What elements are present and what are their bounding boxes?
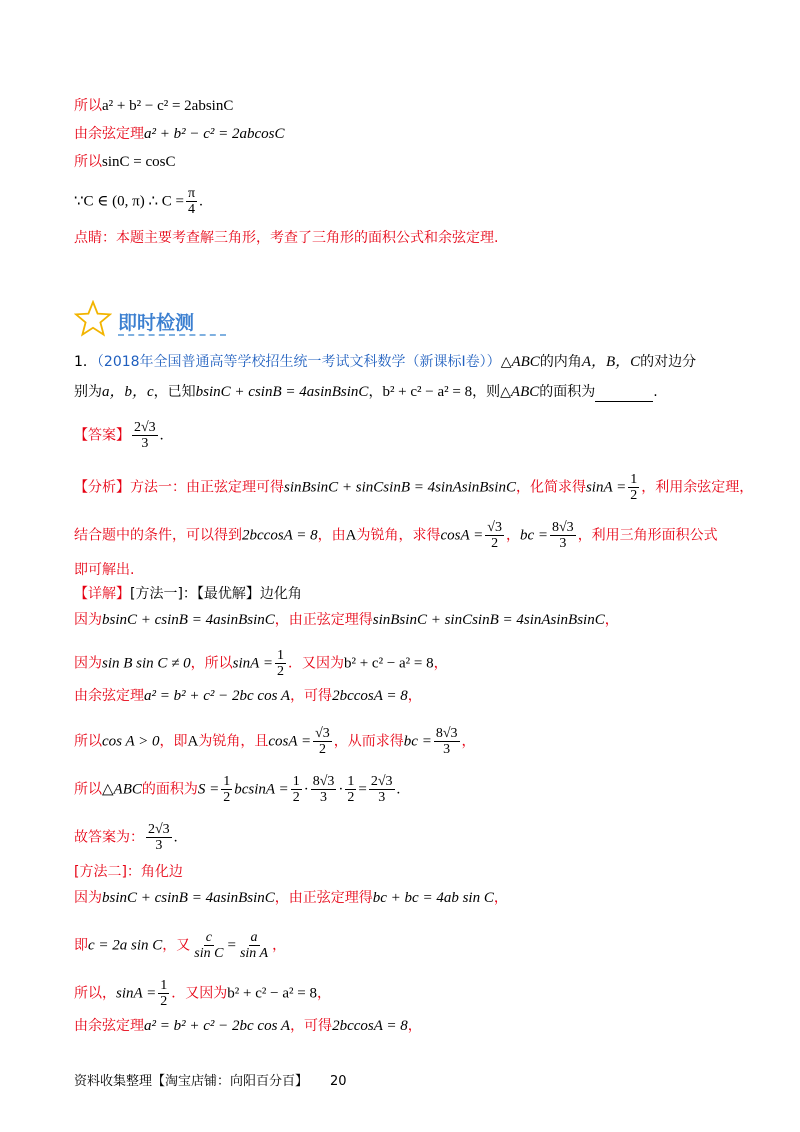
method2-line-2: 即c = 2a sin C，又 $\frac{c}{\text{sin C}}$ = $\frac{a}{\text{sin A}}$ ，	[74, 930, 287, 961]
fraction: $\frac{√3}{2}$	[487, 520, 502, 551]
detail-line-3: 由余弦定理a² = b² + c² − 2bc cos A，可得2bccosA = 8，	[74, 688, 422, 704]
derivation-line-3: 所以sinC = cosC	[74, 154, 176, 170]
fraction: $\frac{\pi}{4}$	[187, 186, 196, 217]
fraction: $\frac{8√3}{3}$	[312, 774, 335, 805]
answer-line: 【答案】 $\frac{2√3}{3}$ .	[74, 420, 164, 451]
footer-text: 资料收集整理【淘宝店铺：向阳百分百】	[74, 1074, 309, 1089]
method2-line-1: 因为bsinC + csinB = 4asinBsinC，由正弦定理得bc + bc = 4ab sin C，	[74, 890, 508, 906]
fraction: $\frac{1}{2}$	[276, 648, 284, 679]
derivation-line-1: 所以a² + b² − c² = 2absinC	[74, 98, 234, 114]
fraction: $\frac{1}{2}$	[347, 774, 355, 805]
method2-line-3: 所以，sinA = $\frac{1}{2}$ ．又因为b² + c² − a² = 8，	[74, 978, 331, 1009]
fraction: $\frac{1}{2}$	[223, 774, 231, 805]
derivation-line-2: 由余弦定理a² + b² − c² = 2abcosC	[74, 126, 285, 142]
fraction: $\frac{8√3}{3}$	[435, 726, 458, 757]
detail-line-1: 因为bsinC + csinB = 4asinBsinC，由正弦定理得sinBsinC + sinCsinB = 4sinAsinBsinC，	[74, 612, 619, 628]
fraction: $\frac{2√3}{3}$	[148, 822, 170, 853]
fraction: $\frac{1}{2}$	[630, 472, 638, 503]
section-underline	[118, 334, 226, 336]
question-line-1: 1．（2018年全国普通高等学校招生统一考试文科数学（新课标Ⅰ卷））△ABC的内角A，B，C的对边分	[74, 354, 697, 370]
fraction: $\frac{1}{2}$	[292, 774, 300, 805]
fraction: $\frac{2√3}{3}$	[134, 420, 156, 451]
method2-line-4: 由余弦定理a² = b² + c² − 2bc cos A，可得2bccosA = 8，	[74, 1018, 422, 1034]
analysis-line-3: 即可解出.	[74, 562, 135, 578]
detail-line-4: 所以cos A > 0，即A为锐角，且cosA = $\frac{√3}{2}$ ，从而求得bc = $\frac{8√3}{3}$ ，	[74, 726, 476, 757]
fraction: $\frac{2√3}{3}$	[370, 774, 393, 805]
answer-blank	[595, 387, 653, 402]
section-title: 即时检测	[118, 312, 195, 334]
question-source: （2018年全国普通高等学校招生统一考试文科数学（新课标Ⅰ卷））	[96, 354, 501, 370]
method2-header: [方法二]：角化边	[74, 864, 183, 880]
fraction: $\frac{8√3}{3}$	[552, 520, 574, 551]
derivation-line-4: ∵C ∈ (0, π) ∴ C = $\frac{\pi}{4}$ .	[74, 186, 203, 217]
fraction: $\frac{√3}{2}$	[315, 726, 330, 757]
page-number: 20	[330, 1074, 347, 1089]
detail-line-5: 所以△ABC的面积为S = $\frac{1}{2}$ bcsinA = $\frac{1}{2}$ · $\frac{8√3}{3}$ · $\frac{1}{2}$ = $\frac{2√3}{3}$ .	[74, 774, 401, 805]
page-footer	[74, 1070, 347, 1089]
fraction: $\frac{1}{2}$	[160, 978, 168, 1009]
fraction: $\frac{c}{\text{sin C}}$	[194, 930, 224, 961]
star-icon	[74, 300, 112, 338]
fraction: $\frac{a}{\text{sin A}}$	[239, 930, 269, 961]
analysis-line-1: 【分析】方法一：由正弦定理可得sinBsinC + sinCsinB = 4sinAsinBsinC，化简求得sinA = $\frac{1}{2}$ ，利用余弦定理，	[74, 472, 754, 503]
detail-line-6: 故答案为： $\frac{2√3}{3}$ .	[74, 822, 178, 853]
detail-line-2: 因为sin B sin C ≠ 0，所以sinA = $\frac{1}{2}$ ．又因为b² + c² − a² = 8，	[74, 648, 448, 679]
question-line-2: 别为a，b，c，已知bsinC + csinB = 4asinBsinC，b² + c² − a² = 8，则△ABC的面积为 .	[74, 384, 658, 400]
remark-line: 点睛：本题主要考查解三角形，考查了三角形的面积公式和余弦定理.	[74, 230, 499, 246]
analysis-line-2: 结合题中的条件，可以得到2bccosA = 8，由A为锐角，求得cosA = $\frac{√3}{2}$ ，bc = $\frac{8√3}{3}$ ，利用三角形面积公式	[74, 520, 718, 551]
detail-header: 【详解】[方法一]：【最优解】边化角	[74, 586, 302, 602]
